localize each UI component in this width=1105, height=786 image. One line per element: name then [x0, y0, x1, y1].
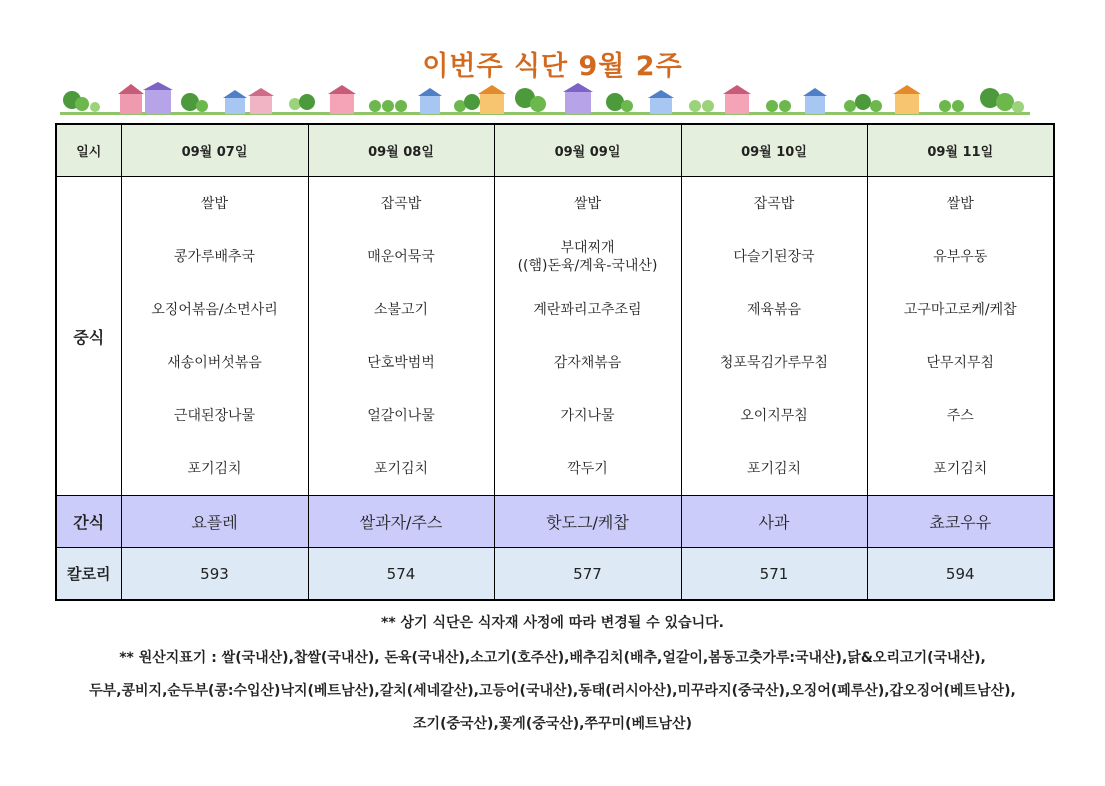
snack-cell: 쌀과자/주스: [308, 496, 494, 548]
dish-item: 새송이버섯볶음: [167, 354, 262, 371]
dish-item: 깍두기: [567, 460, 608, 477]
dish-item: 근대된장나물: [173, 407, 256, 424]
calorie-label: 칼로리: [56, 548, 121, 601]
dish-item: 포기김치: [187, 460, 242, 477]
lunch-cell: [308, 177, 494, 496]
dish-item: 쌀밥: [200, 195, 229, 212]
dish-item: 단호박범벅: [367, 354, 435, 371]
dish-item: 소불고기: [373, 301, 429, 318]
dish-item: 쌀밥: [946, 195, 974, 212]
village-border-illustration: [60, 82, 1030, 118]
weekly-menu-table: [55, 123, 1055, 601]
date-header: 09월 07일: [121, 124, 308, 177]
dish-item: 얼갈이나물: [367, 407, 435, 424]
tree-cluster-icon: [63, 91, 100, 112]
dish-item: 계란꽈리고추조림: [533, 301, 642, 318]
snack-cell: 사과: [681, 496, 867, 548]
dish-item: 오이지무침: [740, 407, 808, 424]
lunch-row: [56, 177, 1054, 496]
dish-item: 잡곡밥: [753, 195, 795, 212]
dish-item: 고구마고로케/케찹: [903, 301, 1017, 318]
dish-item: 감자채볶음: [553, 354, 622, 371]
calorie-row: [56, 548, 1054, 601]
dish-item: 오징어볶음/소면사리: [151, 301, 278, 318]
lunch-cell: [867, 177, 1054, 496]
dish-item: 부대찌개 ((햄)돈육/계육-국내산): [517, 239, 658, 274]
dish-item: 주스: [946, 407, 974, 424]
origin-info: [60, 642, 1045, 741]
origin-line: 조기(중국산),꽃게(중국산),쭈꾸미(베트남산): [413, 716, 692, 732]
date-header: 09월 08일: [308, 124, 494, 177]
snack-label: 간식: [56, 496, 121, 548]
dish-item: 포기김치: [933, 460, 988, 477]
dish-item: 제육볶음: [746, 301, 802, 318]
corner-label: 일시: [56, 124, 121, 177]
dish-item: 매운어묵국: [367, 248, 435, 265]
date-header: 09월 11일: [867, 124, 1054, 177]
dish-item: 단무지무침: [926, 354, 995, 371]
dish-item: 잡곡밥: [380, 195, 422, 212]
calorie-cell: 594: [867, 548, 1054, 601]
snack-cell: 쵸코우유: [867, 496, 1054, 548]
snack-cell: 요플레: [121, 496, 308, 548]
dish-item: 가지나물: [560, 407, 615, 424]
calorie-cell: 574: [308, 548, 494, 601]
calorie-cell: 577: [494, 548, 681, 601]
date-header-row: [56, 124, 1054, 177]
lunch-cell: [681, 177, 867, 496]
dish-item: 포기김치: [373, 460, 429, 477]
snack-row: [56, 496, 1054, 548]
calorie-cell: 593: [121, 548, 308, 601]
dish-item: 다슬기된장국: [733, 248, 815, 265]
origin-line: 두부,콩비지,순두부(콩:수입산)낙지(베트남산),갈치(세네갈산),고등어(국내산),동태(러시아산),미꾸라지(중국산),오징어(페루산),갑오징어(베트남산),: [89, 683, 1016, 699]
dish-item: 쌀밥: [573, 195, 602, 212]
lunch-label: 중식: [56, 177, 121, 496]
lunch-cell: [494, 177, 681, 496]
date-header: 09월 10일: [681, 124, 867, 177]
change-notice: ** 상기 식단은 식자재 사정에 따라 변경될 수 있습니다.: [381, 615, 724, 631]
menu-title: 이번주 식단 9월 2주: [422, 51, 683, 82]
origin-line: ** 원산지표기 : 쌀(국내산),찹쌀(국내산), 돈육(국내산),소고기(호주산),배추김치(배추,얼갈이,봄동고춧가루:국내산),닭&오리고기(국내산),: [119, 650, 986, 666]
dish-item: 청포묵김가루무침: [719, 354, 829, 371]
calorie-cell: 571: [681, 548, 867, 601]
snack-cell: 핫도그/케찹: [494, 496, 681, 548]
dish-item: 포기김치: [746, 460, 802, 477]
dish-item: 유부우동: [933, 248, 988, 265]
lunch-cell: [121, 177, 308, 496]
dish-item: 콩가루배추국: [173, 248, 256, 265]
date-header: 09월 09일: [494, 124, 681, 177]
